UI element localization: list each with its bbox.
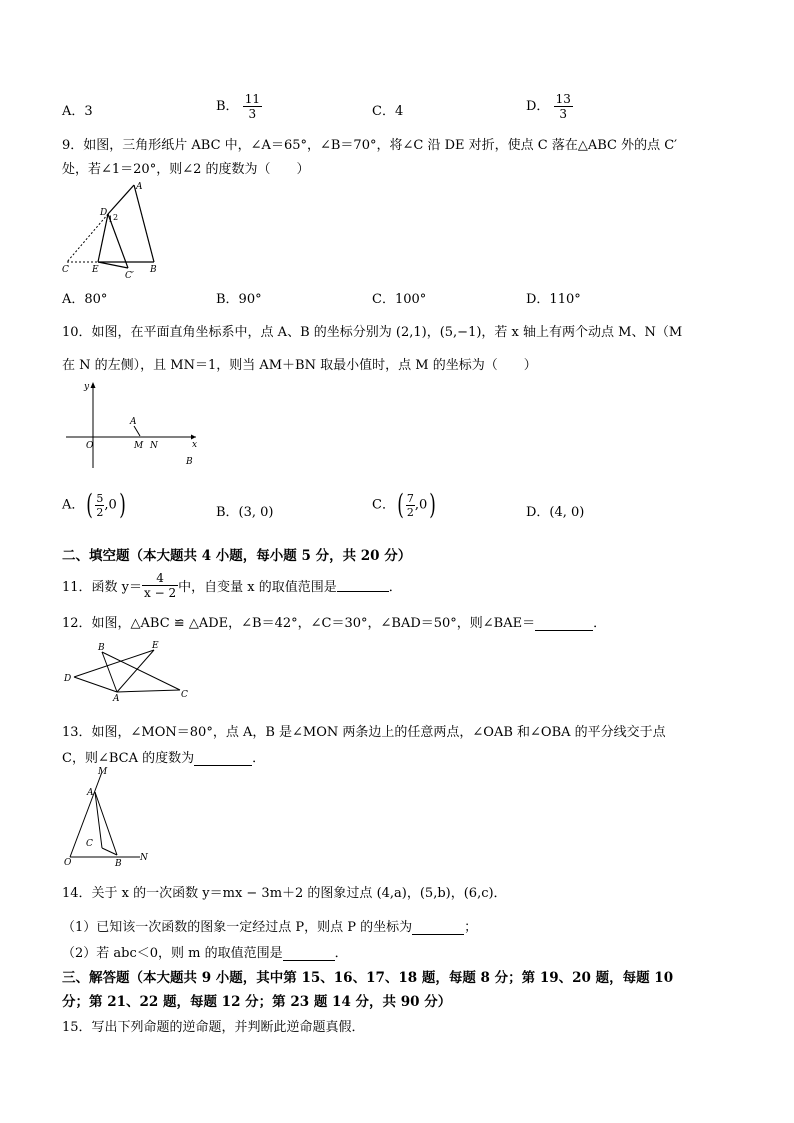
- label-A: A: [130, 417, 137, 427]
- fraction: $\frac{5}{2}$: [96, 491, 104, 519]
- q10-line2: 在 N 的左侧），且 MN＝1，则当 AM＋BN 取最小值时，点 M 的坐标为（ ）: [62, 358, 537, 373]
- fraction: $\frac{13}{3}$: [555, 92, 571, 121]
- q9-option-b: B．90°: [216, 292, 262, 307]
- q13-line1: 13．如图，∠MON＝80°，点 A，B 是∠MON 两条边上的任意两点，∠OAB 和∠OBA 的平分线交于点: [62, 725, 666, 740]
- q14-sub2: （2）若 abc＜0，则 m 的取值范围是 ．: [62, 946, 348, 961]
- label-E: E: [92, 265, 99, 275]
- q9-option-a: A．80°: [62, 292, 108, 307]
- label-C: C: [86, 839, 93, 849]
- label-B: B: [115, 859, 122, 868]
- fraction: $\frac{11}{3}$: [244, 92, 260, 121]
- label-O: O: [86, 441, 94, 451]
- label-O: O: [64, 858, 72, 868]
- q8-option-a: A．3: [62, 104, 93, 119]
- q10-option-a: A．( $\frac{5}{2},0$): [62, 488, 126, 521]
- q12: 12．如图，△ABC ≌ △ADE，∠B＝42°，∠C＝30°，∠BAD＝50°，则∠BAE＝ ．: [62, 616, 607, 631]
- q10-option-c: C．( $\frac{7}{2},0$): [372, 488, 437, 521]
- q9-option-d: D．110°: [526, 292, 581, 307]
- q14-sub1: （1）已知该一次函数的图象一定经过点 P，则点 P 的坐标为 ；: [62, 920, 478, 935]
- label-x: x: [192, 440, 198, 450]
- q10-line1: 10．如图，在平面直角坐标系中，点 A、B 的坐标分别为 (2,1)，(5,−1)，若 x 轴上有两个动点 M、N（M: [62, 325, 683, 340]
- label-1: 1: [108, 215, 114, 224]
- label-D: D: [100, 208, 108, 218]
- q14-line1: 14．关于 x 的一次函数 y＝mx − 3m＋2 的图象过点 (4,a)，(5,b)，(6,c)．: [62, 886, 507, 901]
- label-B: B: [150, 265, 157, 275]
- q13-line2: C，则∠BCA 的度数为 ．: [62, 751, 266, 766]
- q9-option-c: C．100°: [372, 292, 427, 307]
- label-2: 2: [113, 213, 119, 222]
- q10-coordinate-figure: [62, 378, 202, 470]
- q11: 11．函数 y＝ $\frac{4}{x - 2}$ 中，自变量 x 的取值范围是 ．: [62, 571, 402, 600]
- q13-angle-figure: [62, 764, 162, 868]
- label-B: B: [98, 643, 105, 653]
- q9-triangle-figure: [62, 180, 172, 280]
- label-E: E: [152, 641, 159, 651]
- answer-blank[interactable]: [535, 618, 593, 631]
- answer-blank[interactable]: [283, 948, 335, 961]
- q9-line2: 处，若∠1＝20°，则∠2 的度数为（ ）: [62, 162, 310, 177]
- q8-option-c: C．4: [372, 104, 404, 119]
- fraction: $\frac{7}{2}$: [406, 491, 414, 519]
- q8-option-d: D． $\frac{13}{3}$: [526, 92, 571, 121]
- label-D: D: [64, 674, 72, 684]
- q10-option-b: B．(3, 0): [216, 505, 274, 520]
- label-N: N: [140, 853, 148, 863]
- answer-blank[interactable]: [337, 579, 389, 592]
- q9-line1: 9．如图，三角形纸片 ABC 中，∠A＝65°，∠B＝70°，将∠C 沿 DE 对折，使点 C 落在△ABC 外的点 C′: [62, 138, 678, 153]
- label-B: B: [186, 457, 193, 467]
- fraction: $\frac{4}{x - 2}$: [144, 571, 177, 600]
- label-C: C: [62, 265, 69, 275]
- q8-option-b: B． $\frac{11}{3}$: [216, 92, 260, 121]
- label-M: M: [98, 767, 108, 777]
- section-2-heading: 二、填空题（本大题共 4 小题，每小题 5 分，共 20 分）: [62, 548, 412, 564]
- label-N: N: [150, 441, 158, 451]
- label-y: y: [84, 382, 90, 392]
- q12-triangles-figure: [62, 640, 192, 702]
- q10-option-d: D．(4, 0): [526, 505, 585, 520]
- label-C: C: [181, 690, 188, 700]
- label-A: A: [113, 694, 120, 702]
- q15: 15．写出下列命题的逆命题，并判断此逆命题真假．: [62, 1020, 365, 1035]
- answer-blank[interactable]: [194, 753, 252, 766]
- section-3-heading-line1: 三、解答题（本大题共 9 小题，其中第 15、16、17、18 题，每题 8 分；第 19、20 题，每题 10: [62, 970, 674, 986]
- label-A: A: [87, 788, 94, 798]
- answer-blank[interactable]: [412, 922, 464, 935]
- label-M: M: [134, 441, 144, 451]
- label-C-prime: C′: [125, 271, 134, 280]
- section-3-heading-line2: 分；第 21、22 题，每题 12 分；第 23 题 14 分，共 90 分）: [62, 994, 452, 1010]
- label-A: A: [136, 182, 143, 192]
